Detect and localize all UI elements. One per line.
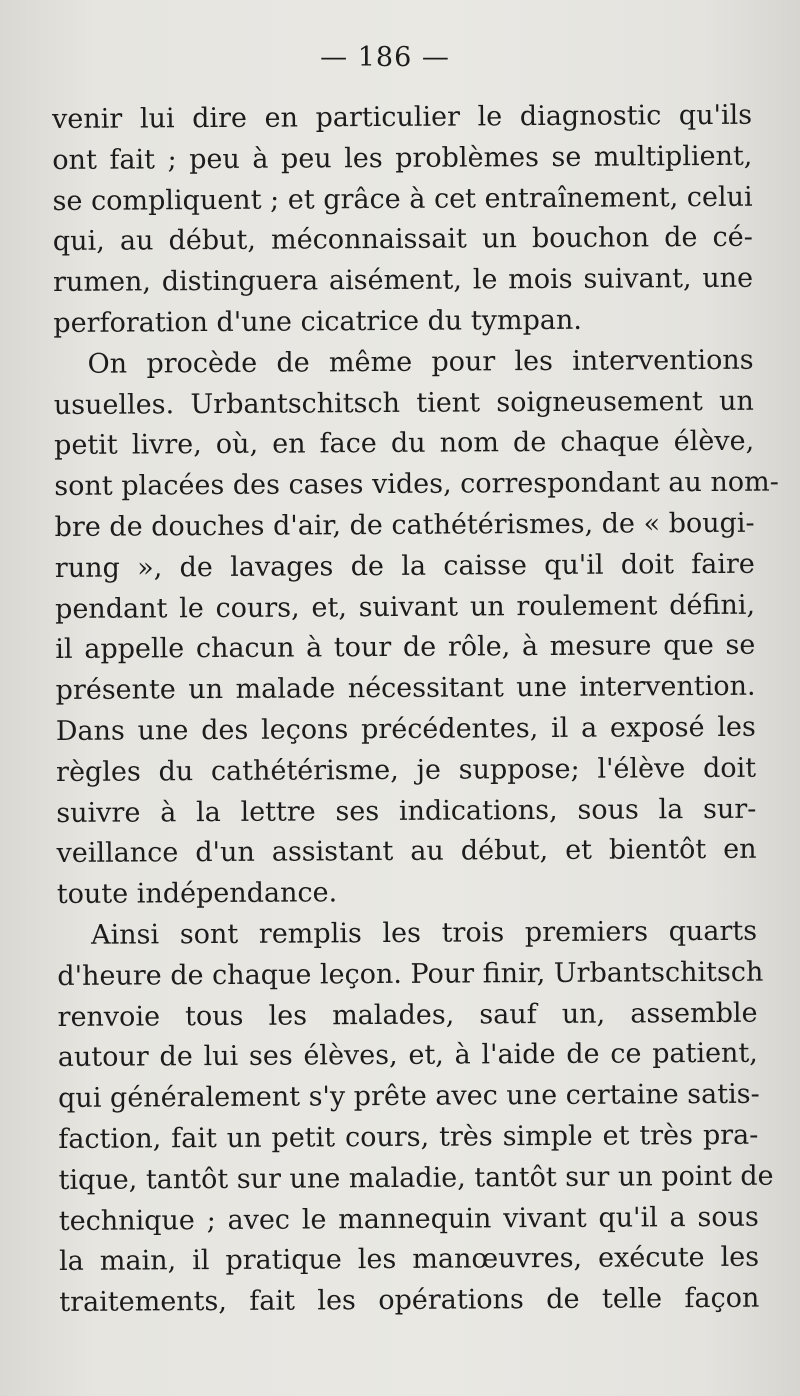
text-line: perforation d'une cicatrice du tympan. xyxy=(53,304,582,339)
text-line: se compliquent ; et grâce à cet entraînement, celui xyxy=(52,181,753,217)
text-line: ont fait ; peu à peu les problèmes se multiplient, xyxy=(52,140,753,176)
text-line: suivre à la lettre ses indications, sous la sur- xyxy=(56,793,757,829)
text-line: renvoie tous les malades, sauf un, assemble xyxy=(57,997,758,1033)
text-line: présente un malade nécessitant une intervention. xyxy=(55,670,756,707)
text-line: On procède de même pour les interventions xyxy=(87,344,754,380)
text-line: traitements, fait les opérations de telle façon xyxy=(59,1282,760,1319)
text-line: d'heure de chaque leçon. Pour finir, Urbantschitsch xyxy=(57,956,764,992)
text-line: technique ; avec le mannequin vivant qu'il a sous xyxy=(58,1201,759,1237)
text-line: faction, fait un petit cours, très simple et très pra- xyxy=(58,1119,759,1155)
text-line: veillance d'un assistant au début, et bientôt en xyxy=(56,834,757,870)
body-text xyxy=(52,96,779,1324)
text-line: autour de lui ses élèves, et, à l'aide de ce patient, xyxy=(57,1038,758,1074)
text-line: la main, il pratique les manœuvres, exécute les xyxy=(59,1242,760,1278)
text-line: Dans une des leçons précédentes, il a exposé les xyxy=(55,711,756,747)
text-line: venir lui dire en particulier le diagnostic qu'ils xyxy=(52,99,753,135)
page-number: — 186 — xyxy=(320,42,450,73)
text-line: il appelle chacun à tour de rôle, à mesure que se xyxy=(55,630,756,666)
text-line: sont placées des cases vides, correspondant au nom- xyxy=(54,466,779,503)
text-line: règles du cathétérisme, je suppose; l'élève doit xyxy=(56,752,757,788)
text-line: Ainsi sont remplis les trois premiers quarts xyxy=(91,915,758,951)
text-line: tique, tantôt sur une maladie, tantôt sur un point de xyxy=(58,1160,774,1196)
text-line: toute indépendance. xyxy=(56,877,338,911)
text-line: bre de douches d'air, de cathétérismes, de « bougi- xyxy=(54,507,755,543)
text-line: petit livre, où, en face du nom de chaque élève, xyxy=(54,426,755,462)
text-line: qui généralement s'y prête avec une certaine satis- xyxy=(58,1078,760,1115)
text-line: pendant le cours, et, suivant un roulement défini, xyxy=(55,589,756,625)
text-line: qui, au début, méconnaissait un bouchon de cé- xyxy=(52,222,753,258)
text-line: rumen, distinguera aisément, le mois suivant, une xyxy=(53,262,754,299)
text-line: rung », de lavages de la caisse qu'il doit faire xyxy=(54,548,755,584)
text-line: usuelles. Urbantschitsch tient soigneusement un xyxy=(53,385,754,421)
